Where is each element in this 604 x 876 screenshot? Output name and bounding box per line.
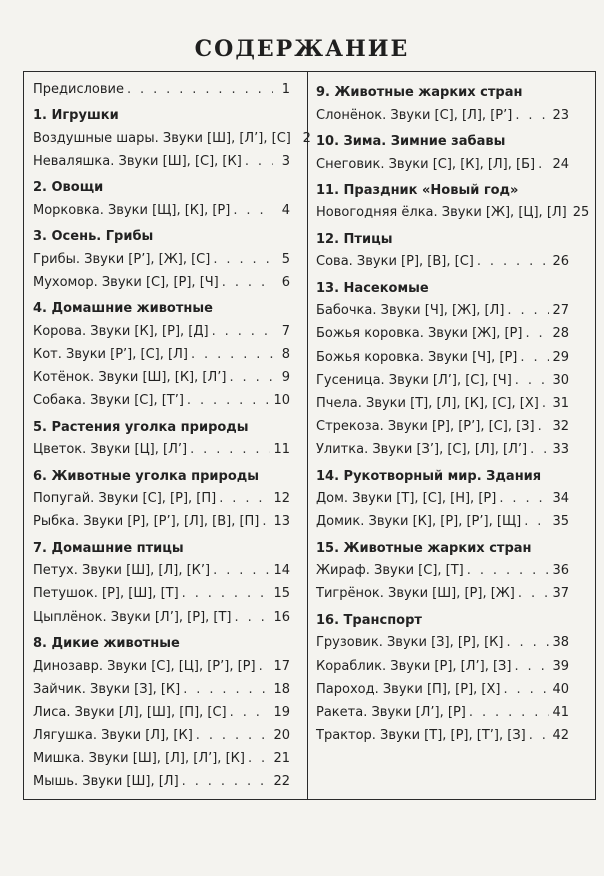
dot-leader <box>512 104 549 127</box>
toc-entry <box>316 655 569 678</box>
dot-leader <box>535 153 549 176</box>
entry-title: Кораблик. Звуки [Р], [Л’], [З] <box>316 658 512 674</box>
dot-leader <box>230 199 273 222</box>
entry-title: Петушок. [Р], [Ш], [Т] <box>33 586 179 602</box>
section-heading: 12. Птицы <box>316 231 393 247</box>
dot-leader <box>180 678 270 701</box>
dot-leader <box>521 510 549 533</box>
dot-leader <box>226 366 273 389</box>
page-number: 42 <box>552 728 569 744</box>
toc-entry <box>33 343 290 366</box>
dot-leader <box>527 438 549 461</box>
toc-entry <box>316 724 569 747</box>
entry-title: Бабочка. Звуки [Ч], [Ж], [Л] <box>316 303 505 319</box>
dot-leader <box>179 770 271 793</box>
page-number: 14 <box>273 563 290 579</box>
column-divider <box>307 71 308 800</box>
entry-title: Пчела. Звуки [Т], [Л], [К], [С], [Х] <box>316 395 539 411</box>
toc-entry <box>316 678 569 701</box>
entry-title: Воздушные шары. Звуки [Ш], [Л’], [С] <box>33 130 291 146</box>
section-heading: 5. Растения уголка природы <box>33 419 249 435</box>
section-heading: 9. Животные жарких стран <box>316 85 523 100</box>
page-number: 19 <box>273 704 290 720</box>
toc-entry <box>316 631 569 654</box>
entry-title: Мышь. Звуки [Ш], [Л] <box>33 774 179 790</box>
toc-entry <box>316 487 569 510</box>
entry-title: Пароход. Звуки [П], [Р], [Х] <box>316 681 501 697</box>
dot-leader <box>535 415 550 438</box>
toc-entry <box>33 248 290 271</box>
entry-title: Мухомор. Звуки [С], [Р], [Ч] <box>33 275 219 290</box>
entry-title: Тигрёнок. Звуки [Ш], [Р], [Ж] <box>316 586 515 602</box>
page-number: 24 <box>552 156 569 172</box>
entry-title: Ракета. Звуки [Л’], [Р] <box>316 704 466 720</box>
dot-leader <box>466 701 550 724</box>
entry-title: Неваляшка. Звуки [Ш], [С], [К] <box>33 154 242 170</box>
toc-entry <box>316 582 569 605</box>
entry-title: Корова. Звуки [К], [Р], [Д] <box>33 323 209 339</box>
dot-leader <box>227 701 271 724</box>
entry-title: Грибы. Звуки [Р’], [Ж], [С] <box>33 251 211 267</box>
dot-leader <box>219 271 273 294</box>
dot-leader <box>515 582 550 605</box>
toc-entry <box>33 606 290 629</box>
entry-title: Новогодняя ёлка. Звуки [Ж], [Ц], [Л] <box>316 205 567 221</box>
toc-entry <box>33 701 290 724</box>
page-number: 40 <box>552 681 569 697</box>
toc-entry <box>316 299 569 322</box>
dot-leader <box>496 487 549 510</box>
entry-title: Лягушка. Звуки [Л], [К] <box>33 728 193 744</box>
dot-leader <box>511 655 549 678</box>
dot-leader <box>187 438 270 461</box>
toc-entry <box>316 346 569 369</box>
page-number: 38 <box>552 635 569 651</box>
section-heading: 11. Праздник «Новый год» <box>316 182 519 198</box>
toc-entry <box>33 724 290 747</box>
entry-title: Слонёнок. Звуки [С], [Л], [Р’] <box>316 107 513 123</box>
dot-leader <box>539 392 550 415</box>
page-number: 3 <box>281 154 290 170</box>
dot-leader <box>188 343 273 366</box>
page-number: 41 <box>552 704 569 720</box>
toc-entry <box>316 104 569 127</box>
page-number: 27 <box>552 303 569 319</box>
page-number: 4 <box>281 202 290 218</box>
toc-entry <box>316 701 569 724</box>
page-number: 8 <box>281 347 290 363</box>
dot-leader <box>209 320 273 343</box>
dot-leader <box>210 248 273 271</box>
section-heading: 16. Транспорт <box>316 612 422 628</box>
entry-title: Попугай. Звуки [С], [Р], [П] <box>33 491 217 507</box>
toc-entry <box>316 415 569 438</box>
entry-title: Лиса. Звуки [Л], [Ш], [П], [С] <box>33 704 227 720</box>
toc-entry <box>33 366 290 389</box>
dot-leader <box>512 369 550 392</box>
dot-leader <box>184 389 271 412</box>
toc-entry <box>316 201 590 224</box>
dot-leader <box>210 559 270 582</box>
dot-leader <box>232 606 271 629</box>
toc-entry <box>33 655 290 678</box>
toc-entry <box>316 322 569 345</box>
page-number: 2 <box>302 130 311 146</box>
page-number: 13 <box>273 514 290 530</box>
page-number: 31 <box>552 395 569 411</box>
entry-title: Стрекоза. Звуки [Р], [Р’], [С], [З] <box>316 419 535 435</box>
page-number: 20 <box>273 728 290 744</box>
entry-title: Улитка. Звуки [З’], [С], [Л], [Л’] <box>316 442 528 458</box>
entry-title: Котёнок. Звуки [Ш], [К], [Л’] <box>33 370 227 386</box>
dot-leader <box>522 322 549 345</box>
toc-entry <box>33 271 290 294</box>
entry-title: Цыплёнок. Звуки [Л’], [Р], [Т] <box>33 609 232 625</box>
dot-leader <box>245 747 271 770</box>
dot-leader <box>504 299 549 322</box>
section-heading: 13. Насекомые <box>316 280 429 296</box>
page-number: 29 <box>552 349 569 365</box>
section-heading: 15. Животные жарких стран <box>316 540 532 556</box>
entry-title: Дом. Звуки [Т], [С], [Н], [Р] <box>316 491 497 507</box>
section-heading: 4. Домашние животные <box>33 301 213 317</box>
toc-entry <box>316 369 569 392</box>
toc-entry <box>33 150 290 173</box>
toc-entry <box>33 510 290 533</box>
page-number: 10 <box>273 393 290 409</box>
entry-title: Цветок. Звуки [Ц], [Л’] <box>33 442 188 458</box>
toc-entry <box>316 250 569 273</box>
page-number: 22 <box>273 774 290 790</box>
dot-leader <box>464 559 550 582</box>
toc-entry <box>33 389 290 412</box>
page-number: 25 <box>572 205 590 221</box>
entry-title: Божья коровка. Звуки [Ч], [Р] <box>316 349 518 365</box>
page-number: 33 <box>552 442 569 458</box>
page-title: СОДЕРЖАНИЕ <box>194 36 410 62</box>
dot-leader <box>503 631 549 654</box>
dot-leader <box>256 655 271 678</box>
dot-leader <box>216 487 270 510</box>
page-number: 12 <box>273 491 290 507</box>
entry-title: Кот. Звуки [Р’], [С], [Л] <box>33 347 188 363</box>
toc-entry <box>316 510 569 533</box>
entry-title: Снеговик. Звуки [С], [К], [Л], [Б] <box>316 156 536 172</box>
page-number: 7 <box>281 323 290 339</box>
section-heading: 1. Игрушки <box>33 108 119 124</box>
entry-title: Рыбка. Звуки [Р], [Р’], [Л], [В], [П] <box>33 514 260 530</box>
left-column <box>33 78 311 794</box>
toc-entry <box>33 582 290 605</box>
toc-entry <box>33 487 290 510</box>
dot-leader <box>517 346 549 369</box>
toc-entry <box>33 747 290 770</box>
toc-entry <box>33 199 290 222</box>
dot-leader <box>193 724 271 747</box>
section-heading: 14. Рукотворный мир. Здания <box>316 468 542 484</box>
entry-title: Динозавр. Звуки [С], [Ц], [Р’], [Р] <box>33 658 256 674</box>
page-number: 35 <box>552 514 569 530</box>
page-number: 39 <box>552 658 569 674</box>
toc-entry <box>33 770 290 793</box>
right-column <box>316 78 590 747</box>
dot-leader <box>179 582 271 605</box>
page-number: 9 <box>281 370 290 386</box>
dot-leader <box>259 510 270 533</box>
entry-title: Собака. Звуки [С], [Т’] <box>33 393 184 409</box>
page-number: 6 <box>281 275 290 290</box>
entry-title: Трактор. Звуки [Т], [Р], [Т’], [З] <box>316 728 526 744</box>
toc-entry <box>316 438 569 461</box>
page-number: 36 <box>552 563 569 579</box>
entry-title: Жираф. Звуки [С], [Т] <box>316 563 464 579</box>
toc-entry <box>33 320 290 343</box>
toc-entry <box>316 153 569 176</box>
toc-entry <box>33 559 290 582</box>
page-number: 16 <box>273 609 290 625</box>
page-number: 32 <box>552 419 569 435</box>
entry-title: Сова. Звуки [Р], [В], [С] <box>316 254 474 270</box>
toc-entry <box>33 678 290 701</box>
toc-entry <box>33 127 311 150</box>
entry-title: Предисловие <box>33 82 124 97</box>
section-heading: 7. Домашние птицы <box>33 540 184 556</box>
page-number: 11 <box>273 442 290 458</box>
section-heading: 2. Овощи <box>33 180 104 196</box>
section-heading: 10. Зима. Зимние забавы <box>316 133 506 149</box>
entry-title: Мишка. Звуки [Ш], [Л], [Л’], [К] <box>33 751 245 767</box>
page-number: 30 <box>552 372 569 388</box>
entry-title: Морковка. Звуки [Щ], [К], [Р] <box>33 202 231 218</box>
entry-title: Грузовик. Звуки [З], [Р], [К] <box>316 635 504 651</box>
page-number: 5 <box>281 251 290 267</box>
page-number: 21 <box>273 751 290 767</box>
section-heading: 3. Осень. Грибы <box>33 229 154 245</box>
entry-title: Гусеница. Звуки [Л’], [С], [Ч] <box>316 372 512 388</box>
entry-title: Домик. Звуки [К], [Р], [Р’], [Щ] <box>316 514 522 530</box>
dot-leader <box>500 678 549 701</box>
toc-entry <box>316 392 569 415</box>
toc-entry <box>33 78 290 101</box>
page-number: 34 <box>552 491 569 507</box>
page-number: 18 <box>273 681 290 697</box>
entry-title: Петух. Звуки [Ш], [Л], [К’] <box>33 563 211 579</box>
page-number: 28 <box>552 326 569 342</box>
page-number: 26 <box>552 254 569 270</box>
section-heading: 6. Животные уголка природы <box>33 468 260 484</box>
page-number: 1 <box>281 82 290 97</box>
dot-leader <box>242 150 273 173</box>
page-number: 37 <box>552 586 569 602</box>
toc-entry <box>33 438 290 461</box>
dot-leader <box>474 250 550 273</box>
dot-leader <box>124 78 273 101</box>
entry-title: Божья коровка. Звуки [Ж], [Р] <box>316 326 523 342</box>
page-number: 23 <box>552 107 569 123</box>
page-number: 15 <box>273 586 290 602</box>
toc-entry <box>316 559 569 582</box>
dot-leader <box>526 724 550 747</box>
page-number: 17 <box>273 658 290 674</box>
entry-title: Зайчик. Звуки [З], [К] <box>33 681 181 697</box>
section-heading: 8. Дикие животные <box>33 635 180 651</box>
